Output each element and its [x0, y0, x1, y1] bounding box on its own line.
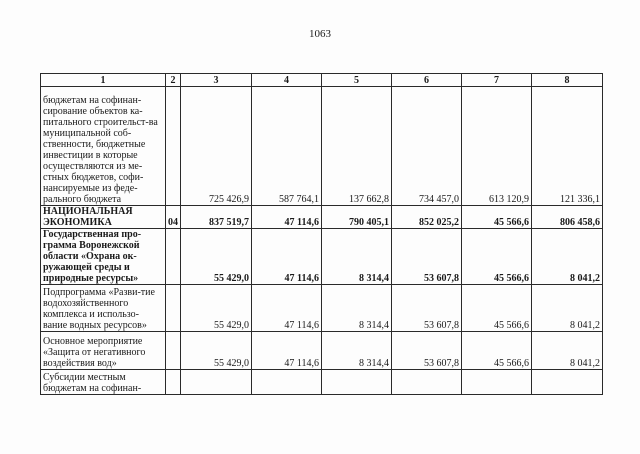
value-col-7: 45 566,6 — [462, 285, 532, 332]
value-col-5 — [322, 370, 392, 395]
header-col-7: 7 — [462, 74, 532, 87]
header-col-1: 1 — [41, 74, 166, 87]
row-name: Подпрограмма «Разви-тие водохозяйственного комплекса и использо-вание водных ресурсов» — [41, 285, 166, 332]
table-row — [41, 229, 603, 285]
value-col-3: 837 519,7 — [181, 206, 252, 229]
value-col-4: 47 114,6 — [252, 229, 322, 285]
value-col-5: 8 314,4 — [322, 285, 392, 332]
table-row — [41, 332, 603, 370]
value-col-4: 47 114,6 — [252, 206, 322, 229]
table-row — [41, 206, 603, 229]
row-code — [166, 229, 181, 285]
value-col-4: 47 114,6 — [252, 285, 322, 332]
header-col-8: 8 — [532, 74, 603, 87]
header-col-5: 5 — [322, 74, 392, 87]
value-col-8: 8 041,2 — [532, 229, 603, 285]
value-col-7 — [462, 370, 532, 395]
value-col-6 — [392, 370, 462, 395]
table-row — [41, 285, 603, 332]
header-col-6: 6 — [392, 74, 462, 87]
value-col-3 — [181, 370, 252, 395]
value-col-6: 53 607,8 — [392, 332, 462, 370]
value-col-7: 45 566,6 — [462, 206, 532, 229]
row-name: Основное мероприятие «Защита от негативного воздействия вод» — [41, 332, 166, 370]
value-col-5: 137 662,8 — [322, 87, 392, 206]
row-code — [166, 370, 181, 395]
value-col-6: 53 607,8 — [392, 285, 462, 332]
row-name: НАЦИОНАЛЬНАЯ ЭКОНОМИКА — [41, 206, 166, 229]
value-col-7: 45 566,6 — [462, 332, 532, 370]
value-col-6: 53 607,8 — [392, 229, 462, 285]
value-col-6: 852 025,2 — [392, 206, 462, 229]
header-col-3: 3 — [181, 74, 252, 87]
value-col-7: 45 566,6 — [462, 229, 532, 285]
row-name: Государственная про-грамма Воронежской области «Охрана ок-ружающей среды и природные ресурсы» — [41, 229, 166, 285]
value-col-3: 725 426,9 — [181, 87, 252, 206]
header-col-2: 2 — [166, 74, 181, 87]
value-col-6: 734 457,0 — [392, 87, 462, 206]
value-col-8: 121 336,1 — [532, 87, 603, 206]
value-col-8: 806 458,6 — [532, 206, 603, 229]
row-code: 04 — [166, 206, 181, 229]
value-col-5: 8 314,4 — [322, 332, 392, 370]
header-col-4: 4 — [252, 74, 322, 87]
value-col-5: 8 314,4 — [322, 229, 392, 285]
page-number: 1063 — [309, 28, 331, 40]
value-col-8: 8 041,2 — [532, 285, 603, 332]
budget-table — [40, 73, 603, 395]
value-col-4: 47 114,6 — [252, 332, 322, 370]
value-col-5: 790 405,1 — [322, 206, 392, 229]
row-code — [166, 87, 181, 206]
value-col-3: 55 429,0 — [181, 285, 252, 332]
table-row — [41, 370, 603, 395]
header-row — [41, 74, 603, 87]
value-col-3: 55 429,0 — [181, 332, 252, 370]
value-col-4 — [252, 370, 322, 395]
row-name: бюджетам на софинан-сирование объектов ка-питального строительст-ва муниципальной соб-ственности, бюджетные инвестиции в которые осуществляются из ме-стных бюджетов, софи-нансируемые из феде-рального бюджета — [41, 87, 166, 206]
value-col-8: 8 041,2 — [532, 332, 603, 370]
value-col-8 — [532, 370, 603, 395]
value-col-4: 587 764,1 — [252, 87, 322, 206]
row-code — [166, 285, 181, 332]
table-row — [41, 87, 603, 206]
value-col-7: 613 120,9 — [462, 87, 532, 206]
row-name: Субсидии местным бюджетам на софинан- — [41, 370, 166, 395]
value-col-3: 55 429,0 — [181, 229, 252, 285]
row-code — [166, 332, 181, 370]
